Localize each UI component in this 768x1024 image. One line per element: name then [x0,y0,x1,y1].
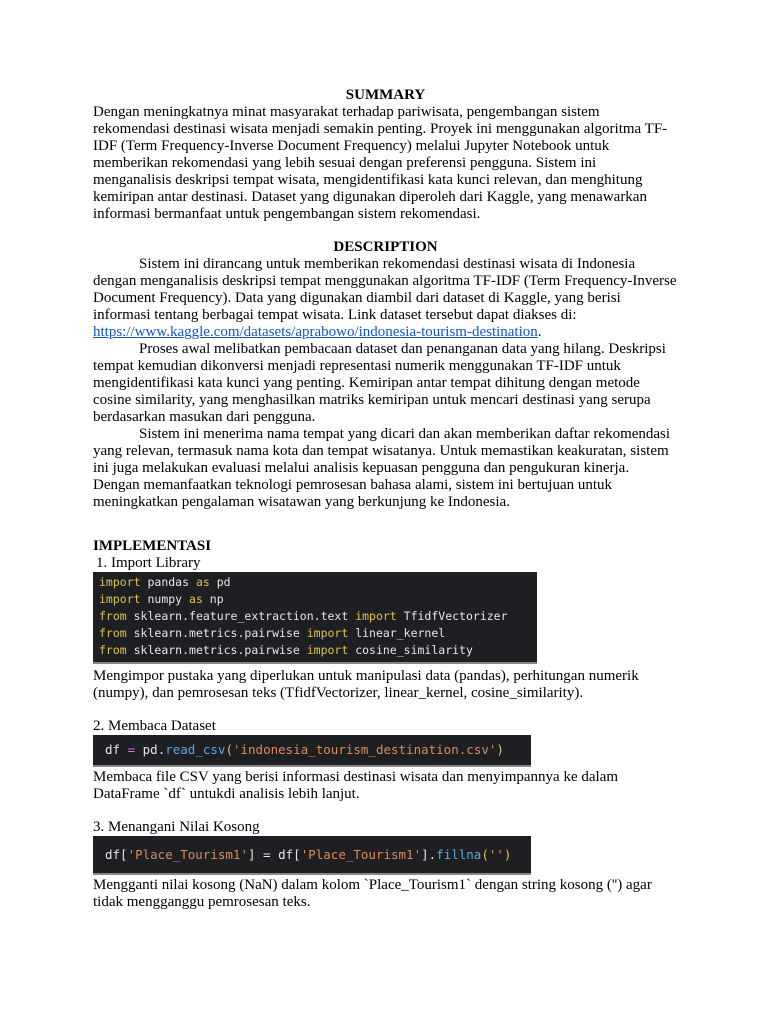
step1-title: 1. Import Library [96,555,201,571]
description-paragraph-2: Proses awal melibatkan pembacaan dataset dan penanganan data yang hilang. Deskripsi tempat kemudian dikonversi menjadi representasi numerik menggunakan TF-IDF untuk mengidentifikasi kata kunci yang penting. Kemiripan antar tempat dihitung dengan metode cosine similarity, yang menghasilkan matriks kemiripan untuk mencari destinasi yang serupa berdasarkan masukan dari pengguna. [93,341,666,425]
implementasi-heading: IMPLEMENTASI [93,538,212,554]
step2-explanation: Membaca file CSV yang berisi informasi destinasi wisata dan menyimpannya ke dalam DataFrame `df` untukdi analisis lebih lanjut. [93,769,619,802]
code-block-import-library [93,572,537,664]
code-block-fill-missing [93,836,531,875]
description-heading: DESCRIPTION [333,239,438,255]
step2-title: 2. Membaca Dataset [93,718,216,734]
document-page [93,87,678,911]
kaggle-dataset-link[interactable]: https://www.kaggle.com/datasets/aprabowo/indonesia-tourism-destination [93,324,538,340]
code-line: from sklearn.metrics.pairwise import cosine_similarity [99,643,473,657]
description-p1-end: . [537,324,542,340]
summary-heading: SUMMARY [345,87,426,103]
code-line: import pandas as pd [99,575,231,589]
code-line: from sklearn.feature_extraction.text import TfidfVectorizer [99,609,508,623]
description-paragraph-3: Sistem ini menerima nama tempat yang dicari dan akan memberikan daftar rekomendasi yang relevan, termasuk nama kota dan tempat wisatanya. Untuk memastikan keakuratan, sistem ini juga melakukan evaluasi melalui analisis kepuasan pengguna dan pengukuran kinerja. Dengan memanfaatkan teknologi pemrosesan bahasa alami, sistem ini bertujuan untuk meningkatkan pengalaman wisatawan yang berkunjung ke Indonesia. [93,426,671,510]
code-block-read-dataset [93,735,531,767]
step3-title: 3. Menangani Nilai Kosong [93,819,260,835]
step3-explanation: Mengganti nilai kosong (NaN) dalam kolom `Place_Tourism1` dengan string kosong ('') agar tidak mengganggu pemrosesan teks. [93,877,652,910]
step1-explanation: Mengimpor pustaka yang diperlukan untuk manipulasi data (pandas), perhitungan numerik (numpy), dan pemrosesan teks (TfidfVectorizer, linear_kernel, cosine_similarity). [93,668,639,701]
description-p1-text: Sistem ini dirancang untuk memberikan rekomendasi destinasi wisata di Indonesia dengan menganalisis deskripsi tempat menggunakan algoritma TF-IDF (Term Frequency-Inverse Document Frequency). Data yang digunakan diambil dari dataset di Kaggle, yang berisi informasi tentang berbagai tempat wisata. Link dataset tersebut dapat diakses di: [93,256,677,323]
code-line: df['Place_Tourism1'] = df['Place_Tourism1'].fillna('') [105,847,512,862]
description-paragraph-1 [93,256,678,341]
code-line: from sklearn.metrics.pairwise import linear_kernel [99,626,446,640]
summary-paragraph: Dengan meningkatnya minat masyarakat terhadap pariwisata, pengembangan sistem rekomendasi destinasi wisata menjadi semakin penting. Proyek ini menggunakan algoritma TF-IDF (Term Frequency-Inverse Document Frequency) melalui Jupyter Notebook untuk memberikan rekomendasi yang lebih sesuai dengan preferensi pengguna. Sistem ini menganalisis deskripsi tempat wisata, mengidentifikasi kata kunci relevan, dan menghitung kemiripan antar destinasi. Dataset yang digunakan diperoleh dari Kaggle, yang menawarkan informasi bermanfaat untuk pengembangan sistem rekomendasi. [93,104,668,222]
code-line: df = pd.read_csv('indonesia_tourism_destination.csv') [105,742,504,757]
code-line: import numpy as np [99,592,224,606]
